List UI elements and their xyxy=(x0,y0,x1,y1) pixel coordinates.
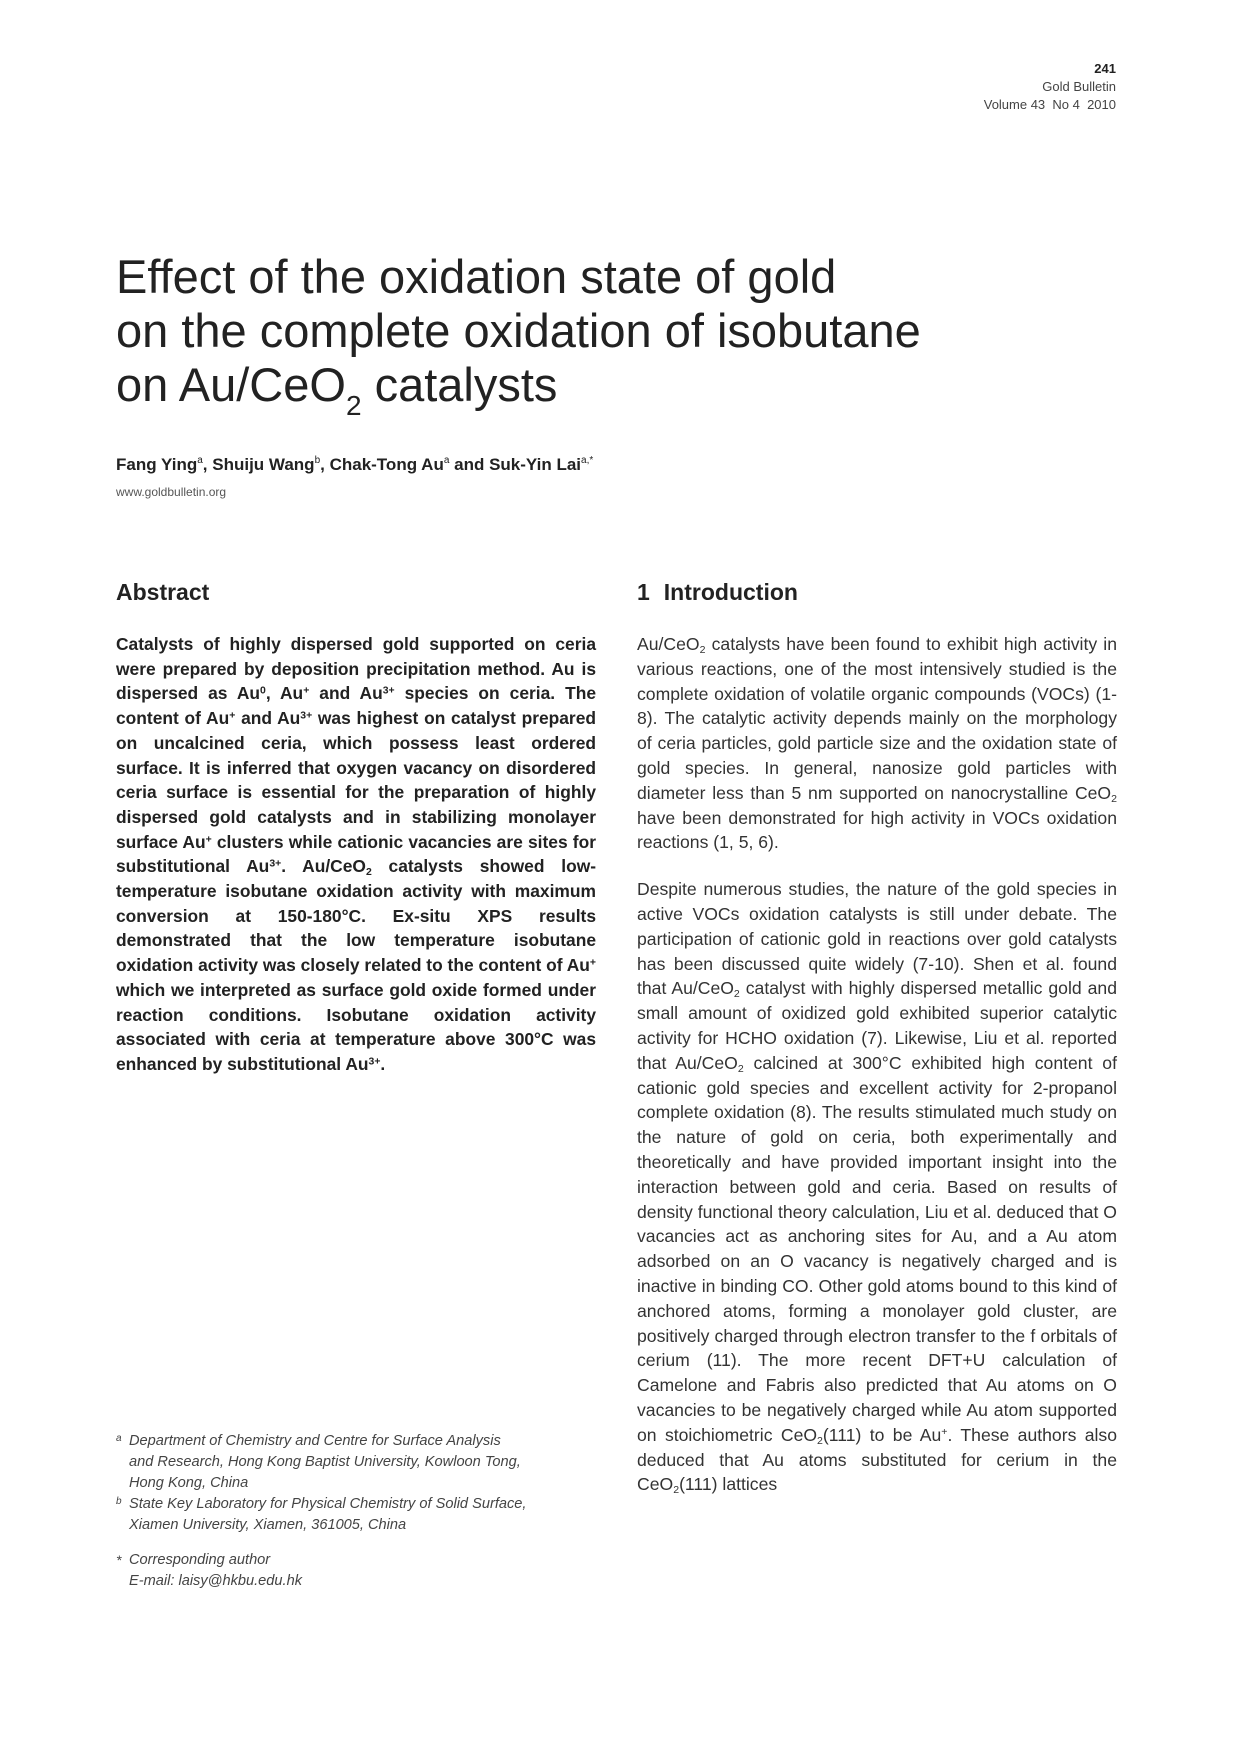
running-header xyxy=(984,60,1116,114)
section-number: 1 xyxy=(637,579,650,605)
footnote-mark: a xyxy=(116,1433,122,1444)
introduction-section xyxy=(637,578,1117,1519)
journal-name: Gold Bulletin xyxy=(1042,79,1116,94)
title-line-3-end: catalysts xyxy=(361,358,558,411)
title-line-1: Effect of the oxidation state of gold xyxy=(116,250,837,303)
intro-paragraph-2: Despite numerous studies, the nature of the gold species in active VOCs oxidation catalysts is still under debate. The participation of cationic gold in reactions over gold catalysts has been discussed quite widely (7-10). Shen et al. found that Au/CeO$_2$ catalyst with highly dispersed metallic gold and small amount of oxidized gold exhibited superior catalytic activity for HCHO oxidation (7). Likewise, Liu et al. reported that Au/CeO$_2$ calcined at 300°C exhibited high content of cationic gold species and excellent activity for 2-propanol complete oxidation (8). The results stimulated much study on the nature of gold on ceria, both experimentally and theoretically and have provided important insight into the interaction between gold and ceria. Based on results of density functional theory calculation, Liu et al. deduced that O vacancies act as anchoring sites for Au, and a Au atom adsorbed on an O vacancy is negatively charged and is inactive in binding CO. Other gold atoms bound to this kind of anchored atoms, forming a monolayer gold cluster, are positively charged through electron transfer to the f orbitals of cerium (11). The more recent DFT+U calculation of Camelone and Fabris also predicted that Au atoms on O vacancies to be negatively charged while Au atom supported on stoichiometric CeO$_2$(111) to be Au+. These authors also deduced that Au atoms substituted for cerium in the CeO$_2$(111) lattices xyxy=(637,879,1118,1497)
footnote-line: Department of Chemistry and Centre for Surface Analysis xyxy=(129,1433,501,1449)
footnote-line: State Key Laboratory for Physical Chemistry of Solid Surface, xyxy=(129,1496,527,1512)
page-number: 241 xyxy=(1094,61,1116,76)
footnote-mark: b xyxy=(116,1496,122,1507)
footnote-corresponding xyxy=(116,1550,596,1592)
title-line-3-start: on Au/CeO xyxy=(116,358,346,411)
footnote-line: and Research, Hong Kong Baptist University, Kowloon Tong, xyxy=(129,1454,521,1470)
footnote-mark: * xyxy=(116,1552,122,1568)
section-title: Introduction xyxy=(663,579,798,605)
intro-paragraph-1: Au/CeO$_2$ catalysts have been found to exhibit high activity in various reactions, one of the most intensively studied is the complete oxidation of volatile organic compounds (VOCs) (1-8). The catalytic activity depends mainly on the morphology of ceria particles, gold particle size and the oxidation state of gold species. In general, nanosize gold particles with diameter less than 5 nm supported on nanocrystalline CeO$_2$ have been demonstrated for high activity in VOCs oxidation reactions (1, 5, 6). xyxy=(637,634,1117,853)
title-line-3 xyxy=(116,358,558,421)
footnote-line: Xiamen University, Xiamen, 361005, China xyxy=(129,1517,407,1533)
abstract-text: Catalysts of highly dispersed gold supported on ceria were prepared by deposition precipitation method. Au is dispersed as Au$^0$, Au+ and $Au^{3+}$ species on ceria. The content of Au+ and $Au^{3+}$ was highest on catalyst prepared on uncalcined ceria, which possess least ordered surface. It is inferred that oxygen vacancy on disordered ceria surface is essential for the preparation of highly dispersed gold catalysts and in stabilizing monolayer surface Au+ clusters while cationic vacancies are sites for substitutional $Au^{3+}$. Au/CeO$_2$ catalysts showed low-temperature isobutane oxidation activity with maximum conversion at 150-180°C. Ex-situ XPS results demonstrated that the low temperature isobutane oxidation activity was closely related to the content of Au+ which we interpreted as surface gold oxide formed under reaction conditions. Isobutane oxidation activity associated with ceria at temperature above 300°C was enhanced by substitutional $Au^{3+}$. xyxy=(116,634,597,1074)
corresponding-email: E-mail: laisy@hkbu.edu.hk xyxy=(129,1573,302,1589)
abstract-heading: Abstract xyxy=(116,579,210,605)
paper-title xyxy=(116,250,1076,421)
title-line-2: on the complete oxidation of isobutane xyxy=(116,304,921,357)
author: Shuiju Wang$^b$, xyxy=(212,455,330,474)
footnotes xyxy=(116,1431,596,1592)
footnote-affiliation-b xyxy=(116,1494,596,1536)
abstract-section xyxy=(116,578,596,1077)
footnote-line: Hong Kong, China xyxy=(129,1475,249,1491)
title-subscript: 2 xyxy=(345,390,362,421)
volume-issue: Volume 43 No 4 2010 xyxy=(983,97,1116,112)
author: Chak-Tong Au$^a$ and xyxy=(329,455,490,474)
footnote-affiliation-a xyxy=(116,1431,596,1494)
journal-website: www.goldbulletin.org xyxy=(116,485,227,499)
author: Fang Ying$^a$, xyxy=(116,455,213,474)
introduction-heading xyxy=(637,578,1117,606)
corresponding-author-label: Corresponding author xyxy=(129,1552,271,1568)
author-list xyxy=(116,455,593,475)
author: Suk-Yin Lai$^{a,*}$ xyxy=(489,455,594,474)
